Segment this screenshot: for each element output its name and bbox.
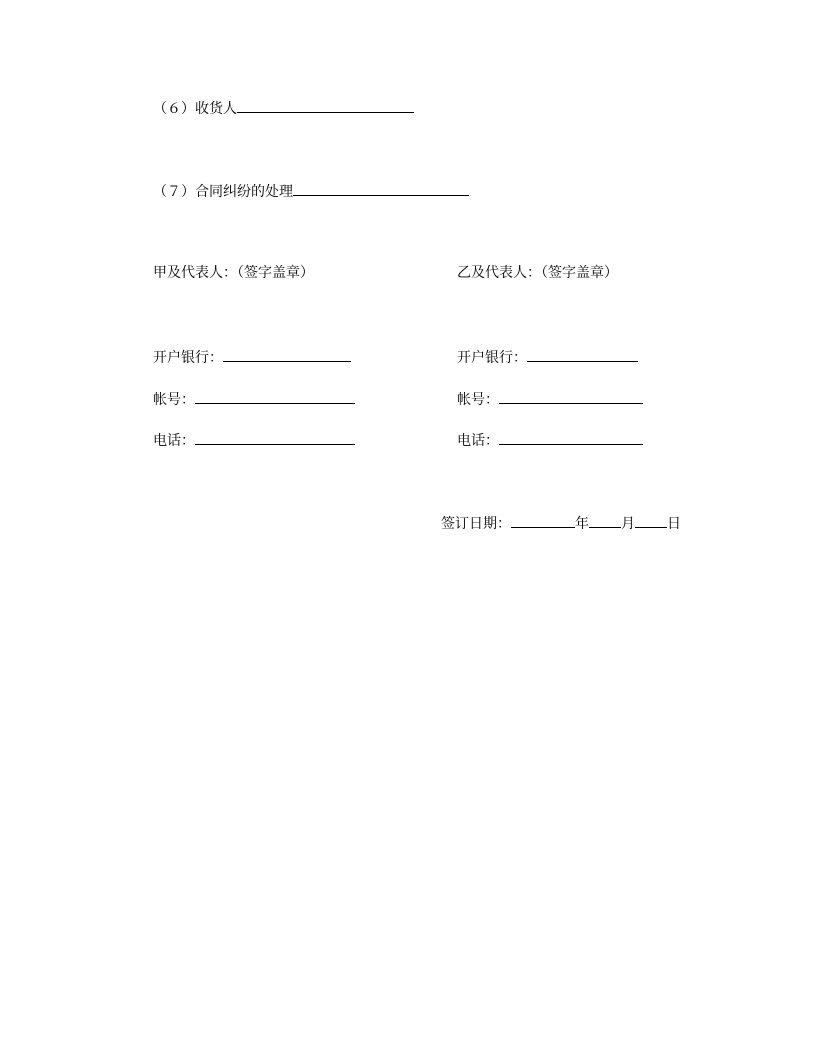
party-a-phone-label: 电话： bbox=[153, 433, 195, 449]
party-a-rep bbox=[153, 264, 314, 282]
party-b-bank-line bbox=[457, 347, 638, 365]
party-a-rep-label: 甲及代表人：（签字盖章） bbox=[153, 265, 314, 281]
dispute-label: （７）合同纠纷的处理 bbox=[153, 184, 293, 200]
party-b-phone-blank[interactable] bbox=[499, 430, 643, 445]
party-a-account-line bbox=[153, 389, 355, 407]
party-a-bank-label: 开户银行： bbox=[153, 350, 223, 366]
receiver-blank[interactable] bbox=[237, 98, 414, 113]
party-b-account-blank[interactable] bbox=[499, 389, 643, 404]
party-b-phone-label: 电话： bbox=[457, 433, 499, 449]
signing-day-blank[interactable] bbox=[635, 513, 667, 528]
party-b-account-line bbox=[457, 389, 643, 407]
party-a-phone-blank[interactable] bbox=[195, 430, 355, 445]
signing-date-line bbox=[441, 513, 681, 531]
party-a-bank-line bbox=[153, 347, 351, 365]
party-a-phone-line bbox=[153, 430, 355, 448]
party-a-bank-blank[interactable] bbox=[223, 347, 351, 362]
signing-month-blank[interactable] bbox=[589, 513, 621, 528]
party-a-account-label: 帐号： bbox=[153, 392, 195, 408]
dispute-blank[interactable] bbox=[293, 181, 469, 196]
signing-year-label: 年 bbox=[575, 516, 589, 532]
party-b-phone-line bbox=[457, 430, 643, 448]
party-b-bank-label: 开户银行： bbox=[457, 350, 527, 366]
party-b-rep-label: 乙及代表人：（签字盖章） bbox=[457, 265, 618, 281]
party-a-account-blank[interactable] bbox=[195, 389, 355, 404]
receiver-line bbox=[153, 98, 414, 116]
signing-month-label: 月 bbox=[621, 516, 635, 532]
signing-day-label: 日 bbox=[667, 516, 681, 532]
signing-date-label: 签订日期： bbox=[441, 516, 511, 532]
party-b-bank-blank[interactable] bbox=[527, 347, 638, 362]
dispute-line bbox=[153, 181, 469, 199]
party-b-account-label: 帐号： bbox=[457, 392, 499, 408]
party-b-rep bbox=[457, 264, 618, 282]
signing-year-blank[interactable] bbox=[511, 513, 575, 528]
receiver-label: （６）收货人 bbox=[153, 101, 237, 117]
